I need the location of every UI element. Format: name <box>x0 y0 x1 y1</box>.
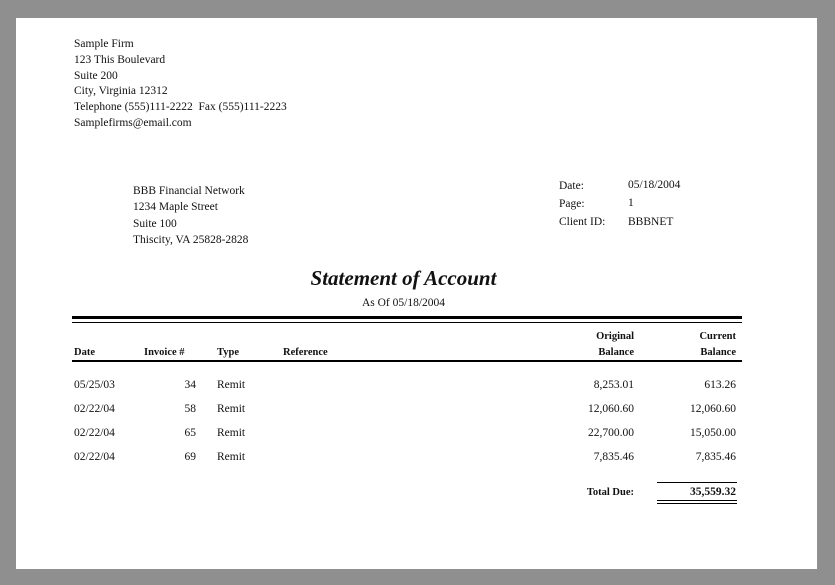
firm-city-state-zip: City, Virginia 12312 <box>74 85 168 98</box>
col-header-current-line-1: Current <box>699 331 736 342</box>
client-address-block <box>133 183 248 248</box>
row-invoice: 65 <box>184 427 196 439</box>
client-id-value: BBBNET <box>628 216 674 228</box>
date-label: Date: <box>559 180 584 192</box>
firm-address-line-1: 123 This Boulevard <box>74 53 166 66</box>
firm-phone-fax: Telephone (555)111-2222 Fax (555)111-2223 <box>74 101 287 114</box>
row-original-balance: 12,060.60 <box>588 403 634 415</box>
row-original-balance: 7,835.46 <box>593 451 634 463</box>
header-top-rule-thick <box>72 316 742 319</box>
statement-as-of: As Of 05/18/2004 <box>361 297 446 309</box>
client-city-state-zip: Thiscity, VA 25828-2828 <box>133 233 249 246</box>
statement-title: Statement of Account <box>310 266 497 290</box>
row-date: 02/22/04 <box>74 427 115 439</box>
firm-email: Samplefirms@email.com <box>74 116 192 129</box>
row-original-balance: 8,253.01 <box>593 379 634 391</box>
header-bottom-rule <box>72 360 742 362</box>
client-address-line-2: Suite 100 <box>133 217 177 230</box>
row-current-balance: 15,050.00 <box>690 427 736 439</box>
total-top-rule <box>657 482 737 483</box>
firm-address-block <box>74 37 287 132</box>
row-date: 02/22/04 <box>74 403 115 415</box>
row-date: 05/25/03 <box>74 379 115 391</box>
total-due-label: Total Due: <box>586 487 634 498</box>
header-top-rule-thin <box>72 322 742 323</box>
row-invoice: 34 <box>184 379 196 391</box>
total-due-value: 35,559.32 <box>690 486 736 498</box>
row-type: Remit <box>217 403 246 415</box>
col-header-original-line-1: Original <box>596 331 634 342</box>
row-current-balance: 7,835.46 <box>695 451 736 463</box>
total-double-rule-2 <box>657 503 737 504</box>
firm-name: Sample Firm <box>74 38 134 50</box>
row-current-balance: 613.26 <box>704 379 736 391</box>
total-double-rule-1 <box>657 500 737 501</box>
client-address-line-1: 1234 Maple Street <box>133 201 218 214</box>
row-type: Remit <box>217 427 246 439</box>
row-invoice: 58 <box>184 403 196 415</box>
row-type: Remit <box>217 379 246 391</box>
date-value: 05/18/2004 <box>628 179 681 191</box>
client-id-label: Client ID: <box>559 216 606 228</box>
statement-page <box>16 18 817 569</box>
page-value: 1 <box>628 197 634 209</box>
col-header-original-line-2: Balance <box>598 347 634 358</box>
row-type: Remit <box>217 451 246 463</box>
row-original-balance: 22,700.00 <box>588 427 634 439</box>
client-name: BBB Financial Network <box>133 185 245 197</box>
col-header-reference: Reference <box>283 347 328 358</box>
row-date: 02/22/04 <box>74 451 115 463</box>
page-label: Page: <box>559 198 585 210</box>
col-header-invoice: Invoice # <box>144 347 185 358</box>
col-header-date: Date <box>74 347 95 358</box>
col-header-type: Type <box>217 347 239 358</box>
firm-address-line-2: Suite 200 <box>74 69 118 82</box>
row-invoice: 69 <box>184 451 196 463</box>
row-current-balance: 12,060.60 <box>690 403 736 415</box>
col-header-current-line-2: Balance <box>700 347 736 358</box>
